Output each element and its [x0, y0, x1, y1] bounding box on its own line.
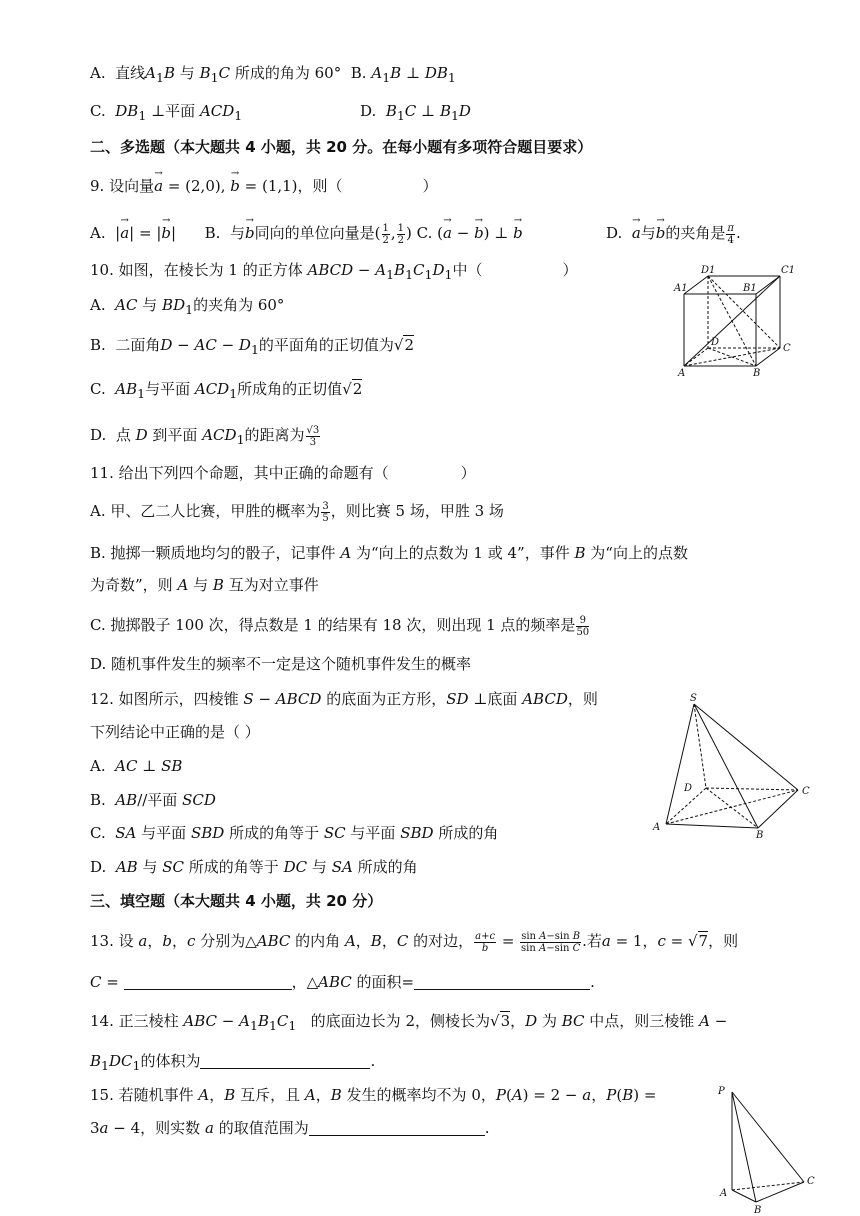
label-d: D: [684, 783, 693, 794]
label-c: C: [807, 1176, 815, 1187]
q11-option-d: D. 随机事件发生的频率不一定是这个随机事件发生的概率: [90, 655, 472, 673]
label-d1: D1: [701, 265, 716, 276]
label-c1: C1: [781, 265, 796, 276]
q11-option-b-line2: 为奇数”，则 A 与 B 互为对立事件: [90, 576, 319, 594]
label-a: A: [678, 368, 686, 379]
q9-options: A. |a →| = |b →| B. 与b →同向的单位向量是( $\frac{1}{2}$ , $\frac{1}{2}$ ) C. (a → − b →) ⊥ b → D. a →与b →的夹角是 $\frac{\pi}{4}$ .: [90, 222, 523, 246]
label-a: A: [653, 822, 661, 833]
q14-stem: 14. 正三棱柱 ABC − $A_1B_1C_1$ 的底面边长为 2，侧棱长为√3，D 为 BC 中点，则三棱锥 A −: [90, 1012, 728, 1033]
section-3-title: 三、填空题（本大题共 4 小题，共 20 分）: [90, 892, 383, 910]
q11-option-a: A. 甲、乙二人比赛，甲胜的概率为 $\frac{3}{5}$ ，则比赛 5 场，甲胜 3 场: [90, 500, 504, 524]
label-c: C: [783, 343, 791, 354]
q10-option-d: D. 点 D 到平面 $ACD_1$的距离为 $\frac{√3}{3}$: [90, 424, 320, 448]
label-a1: A1: [674, 283, 688, 294]
q12-option-d: D. AB 与 SC 所成的角等于 DC 与 SA 所成的角: [90, 858, 418, 876]
label-s: S: [690, 693, 697, 704]
q11-option-c: C. 抛掷骰子 100 次，得点数是 1 的结果有 18 次，则出现 1 点的频率是 $\frac{9}{50}$: [90, 614, 590, 638]
label-d: D: [711, 337, 720, 348]
cube-figure: [668, 262, 798, 382]
q15-line2: 3a − 4，则实数 a 的取值范围为 .: [90, 1119, 490, 1137]
label-b: B: [753, 368, 761, 379]
label-c: C: [802, 786, 810, 797]
q12-option-c: C. SA 与平面 SBD 所成的角等于 SC 与平面 SBD 所成的角: [90, 824, 499, 842]
q8-option-a-b: A. 直线$A_1B$ 与 $B_1C$ 所成的角为 60° B. $A_1B$ ⊥ $DB_1$: [90, 64, 456, 85]
section-2-title: 二、多选题（本大题共 4 小题，共 20 分。在每小题有多项符合题目要求）: [90, 138, 593, 156]
q10-stem: 10. 如图，在棱长为 1 的正方体 ABCD − $A_1B_1C_1D_1$中（ ）: [90, 261, 578, 282]
label-p: P: [718, 1086, 725, 1097]
label-b1: B1: [743, 283, 757, 294]
q14-line2: $B_1DC_1$的体积为 .: [90, 1052, 376, 1073]
q10-option-a: A. AC 与 $BD_1$的夹角为 60°: [90, 296, 285, 317]
q10-option-b: B. 二面角D − AC − $D_1$的平面角的正切值为√2: [90, 336, 415, 357]
q11-option-b: B. 抛掷一颗质地均匀的骰子，记事件 A 为“向上的点数为 1 或 4”，事件 B 为“向上的点数: [90, 544, 688, 562]
q12-stem: 12. 如图所示，四棱锥 S − ABCD 的底面为正方形，SD ⊥底面 ABCD，则: [90, 690, 598, 708]
q9-stem: 9. 设向量a → = (2,0), b → = (1,1)，则（ ）: [90, 175, 438, 197]
pyramid-figure: [648, 690, 818, 840]
q12-option-b: B. AB//平面 SCD: [90, 791, 216, 809]
q10-option-c: C. $AB_1$与平面 $ACD_1$所成角的正切值√2: [90, 380, 363, 401]
q13-stem: 13. 设 a，b，c 分别为△ABC 的内角 A，B，C 的对边， $\frac{a+c}{b}$ = $\frac{\text{sin A−sin B}}{\text{sin A−sin C}}$ .若a = 1，c = √7，则: [90, 930, 739, 954]
q8-option-c-d: C. $DB_1$ ⊥平面 $ACD_1$ D. $B_1C$ ⊥ $B_1D$: [90, 102, 471, 123]
q13-line2: C = ，△ABC 的面积= .: [90, 973, 595, 991]
tetrahedron-figure: [712, 1078, 822, 1214]
label-b: B: [754, 1205, 762, 1214]
q15-stem: 15. 若随机事件 A，B 互斥，且 A，B 发生的概率均不为 0，P(A) = 2 − a，P(B) =: [90, 1086, 657, 1104]
q13-answer-c-blank[interactable]: [124, 973, 292, 990]
q11-stem: 11. 给出下列四个命题，其中正确的命题有（ ）: [90, 464, 476, 482]
label-a: A: [720, 1188, 728, 1199]
label-b: B: [756, 830, 764, 840]
q13-answer-area-blank[interactable]: [414, 973, 590, 990]
q12-stem-line2: 下列结论中正确的是（ ）: [90, 723, 260, 741]
q15-answer-blank[interactable]: [309, 1119, 485, 1136]
q14-answer-blank[interactable]: [200, 1052, 370, 1069]
q12-option-a: A. AC ⊥ SB: [90, 757, 183, 775]
